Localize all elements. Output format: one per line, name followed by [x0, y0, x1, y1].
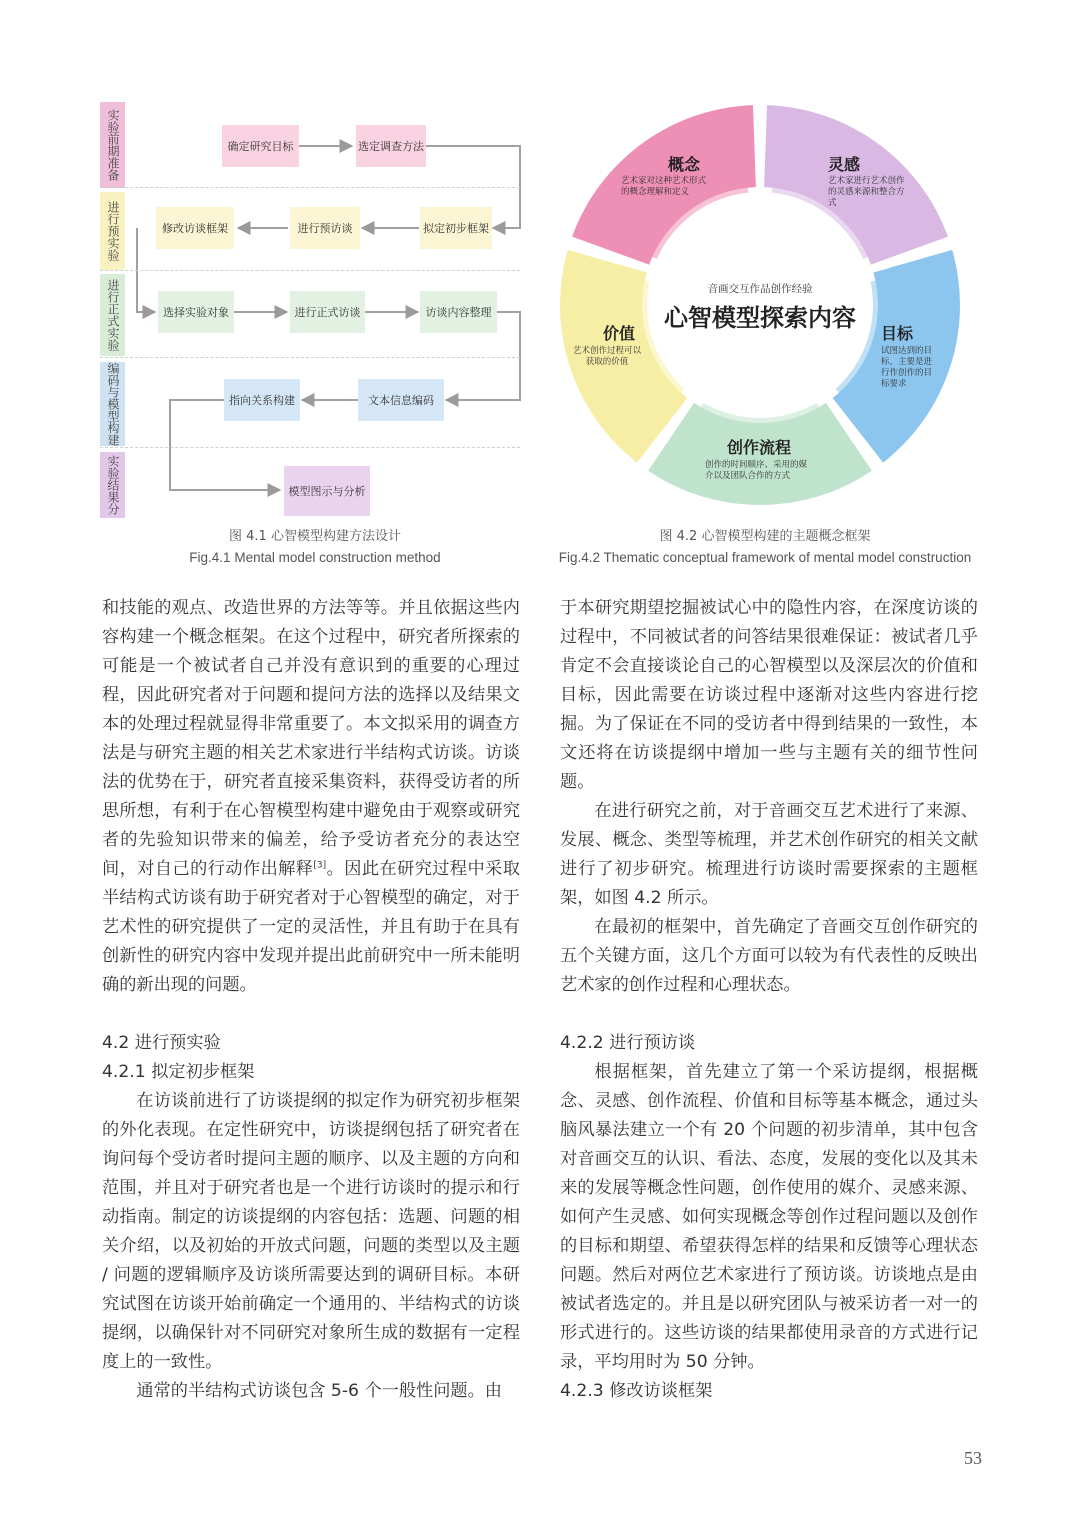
- stage-divider: [100, 187, 520, 188]
- paragraph: 通常的半结构式访谈包含 5-6 个一般性问题。由: [136, 1381, 502, 1401]
- center-subtitle: 音画交互作品创作经验: [707, 283, 813, 295]
- segment-goal-desc: 试图达到的目标，主要是进行作创作的目标要求: [881, 346, 933, 389]
- subsection-heading: 4.2.1 拟定初步框架: [102, 1062, 255, 1082]
- segment-process-title: 创作流程: [727, 438, 792, 457]
- box-draft-framework: 拟定初步框架: [420, 207, 492, 249]
- stage-divider: [100, 270, 520, 271]
- box-organize-interviews: 访谈内容整理: [420, 291, 497, 333]
- segment-inspiration-title: 灵感: [828, 155, 861, 174]
- stage-label-formal-experiment: 进行正式实验: [100, 274, 125, 356]
- section-heading: 4.2 进行预实验: [102, 1033, 221, 1053]
- page-number: 53: [964, 1448, 982, 1468]
- figure-4-2-caption: [545, 526, 985, 568]
- paragraph: 根据框架，首先建立了第一个采访提纲，根据概念、灵感、创作流程、价值和目标等基本概念，通过头脑风暴法建立一个有 20 个问题的初步清单，其中包含对音画交互的认识、看法、态度，发展的变化以及其未来的发展等概念性问题，创作使用的媒介、灵感来源、如何产生灵感、如何实现概念等创作过程问题以及创作的目标和期望、希望获得怎样的结果和反馈等心理状态问题。然后对两位艺术家进行了预访谈。访谈地点是由被试者选定的。并且是以研究团队与被采访者一对一的形式进行的。这些访谈的结果都使用录音的方式进行记录，平均用时为 50 分钟。: [560, 1062, 978, 1372]
- segment-concept-desc: 艺术家对这种艺术形式的概念理解和定义: [621, 176, 707, 197]
- segment-process-desc: 创作的时间顺序、采用的媒介以及团队合作的方式: [705, 460, 808, 481]
- citation-ref: [3]: [313, 860, 327, 871]
- stage-divider: [100, 357, 520, 358]
- paragraph: 于本研究期望挖掘被试心中的隐性内容，在深度访谈的过程中，不同被试者的问答结果很难保证：被试者几乎肯定不会直接谈论自己的心智模型以及深层次的价值和目标，因此需要在访谈过程中逐渐对这些内容进行挖掘。为了保证在不同的受访者中得到结果的一致性，本文还将在访谈提纲中增加一些与主题有关的细节性问题。: [560, 598, 978, 792]
- box-select-survey-method: 选定调查方法: [356, 125, 426, 167]
- paragraph: [102, 594, 520, 1000]
- figure-4-2-donut: [555, 100, 975, 520]
- paragraph: 在访谈前进行了访谈提纲的拟定作为研究初步框架的外化表现。在定性研究中，访谈提纲包括了研究者在询问每个受访者时提问主题的顺序、以及主题的方向和范围，并且对于研究者也是一个进行访谈时的提示和行动指南。制定的访谈提纲的内容包括：选题、问题的相关介绍，以及初始的开放式问题，问题的类型以及主题 / 问题的逻辑顺序及访谈所需要达到的调研目标。本研究试图在访谈开始前确定一个通用的、半结构式的访谈提纲，以确保针对不同研究对象所生成的数据有一定程度上的一致性。: [102, 1091, 520, 1372]
- segment-concept-title: 概念: [668, 155, 701, 174]
- paragraph-text: 和技能的观点、改造世界的方法等等。并且依据这些内容构建一个概念框架。在这个过程中，研究者所探索的可能是一个被试者自己并没有意识到的重要的心理过程，因此研究者对于问题和提问方法的选择以及结果文本的处理过程就显得非常重要了。本文拟采用的调查方法是与研究主题的相关艺术家进行半结构式访谈。访谈法的优势在于，研究者直接采集资料，获得受访者的所思所想，有利于在心智模型构建中避免由于观察或研究者的先验知识带来的偏差，给予受访者充分的表达空间，对自己的行动作出解释: [102, 598, 520, 879]
- box-formal-interview: 进行正式访谈: [290, 291, 365, 333]
- center-title: 心智模型探索内容: [664, 304, 856, 332]
- box-model-diagram: 模型图示与分析: [284, 466, 370, 516]
- segment-value-title: 价值: [603, 324, 636, 343]
- segment-inspiration-desc: 艺术家进行艺术创作的灵感来源和整合方式: [828, 176, 905, 208]
- stage-label-result: 实验结果分: [100, 452, 125, 518]
- segment-goal-title: 目标: [881, 324, 914, 343]
- stage-label-coding: 编码与模型构建: [100, 362, 125, 446]
- figure-4-1-caption: [100, 526, 530, 568]
- box-pre-interview: 进行预访谈: [290, 207, 360, 249]
- caption-en: Fig.4.2 Thematic conceptual framework of mental model construction: [558, 550, 972, 565]
- box-build-relations: 指向关系构建: [224, 379, 300, 421]
- subsection-heading: 4.2.2 进行预访谈: [560, 1033, 696, 1053]
- box-text-coding: 文本信息编码: [358, 379, 444, 421]
- caption-cn: 图 4.2 心智模型构建的主题概念框架: [659, 529, 871, 544]
- box-revise-interview-framework: 修改访谈框架: [156, 207, 234, 249]
- paragraph-text: 。因此在研究过程中采取半结构式访谈有助于研究者对于心智模型的确定，对于艺术性的研究提供了一定的灵活性，并且有助于在具有创新性的研究内容中发现并提出此前研究中一所未能明确的新出现的问题。: [102, 859, 520, 995]
- stage-label-pre-experiment: 进行预实验: [100, 192, 125, 270]
- left-column: [102, 594, 520, 1406]
- figure-4-1-flowchart: [100, 100, 530, 520]
- caption-en: Fig.4.1 Mental model construction method: [189, 550, 441, 565]
- paragraph: 在最初的框架中，首先确定了音画交互创作研究的五个关键方面，这几个方面可以较为有代表性的反映出艺术家的创作过程和心理状态。: [560, 917, 978, 995]
- subsection-heading: 4.2.3 修改访谈框架: [560, 1381, 713, 1401]
- stage-label-preparation: 实验前期准备: [100, 102, 125, 188]
- box-confirm-research-goal: 确定研究目标: [222, 125, 299, 167]
- segment-value-desc: 艺术创作过程可以获取的价值: [573, 346, 642, 367]
- right-column: [560, 594, 978, 1406]
- caption-cn: 图 4.1 心智模型构建方法设计: [229, 529, 401, 544]
- stage-divider: [100, 447, 520, 448]
- paragraph: 在进行研究之前，对于音画交互艺术进行了来源、发展、概念、类型等梳理，并艺术创作研究的相关文献进行了初步研究。梳理进行访谈时需要探索的主题框架，如图 4.2 所示。: [560, 801, 978, 908]
- box-select-subjects: 选择实验对象: [158, 291, 234, 333]
